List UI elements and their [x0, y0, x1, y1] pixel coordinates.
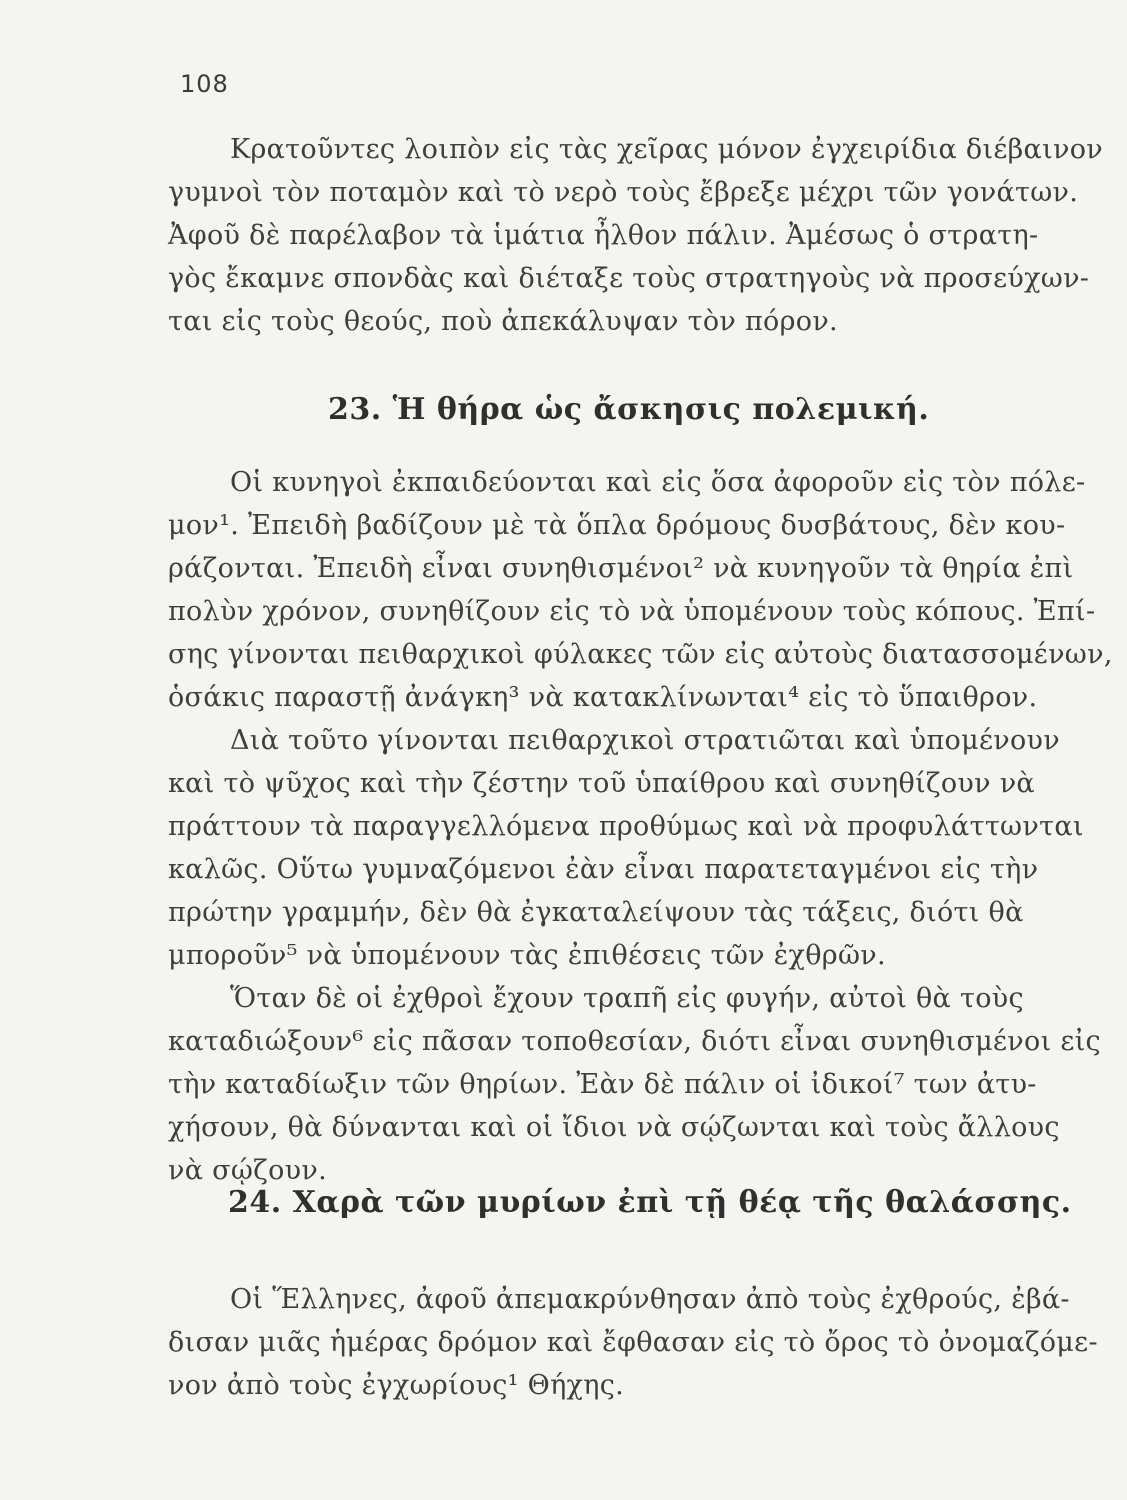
section-heading-24: 24. Χαρὰ τῶν μυρίων ἐπὶ τῇ θέᾳ τῆς θαλάσσης.	[228, 1185, 1072, 1220]
text-line: γὸς ἔκαμνε σπονδὰς καὶ διέταξε τοὺς στρατηγοὺς νὰ προσεύχων-	[168, 263, 1090, 294]
text-line: ράζονται. Ἐπειδὴ εἶναι συνηθισμένοι² νὰ κυνηγοῦν τὰ θηρία ἐπὶ	[168, 553, 1074, 584]
text-line: πρώτην γραμμήν, δὲν θὰ ἐγκαταλείψουν τὰς τάξεις, διότι θὰ	[168, 897, 1024, 928]
text-line: μποροῦν⁵ νὰ ὑπομένουν τὰς ἐπιθέσεις τῶν ἐχθρῶν.	[168, 940, 886, 971]
section-heading-23: 23. Ἡ θήρα ὡς ἄσκησις πολεμική.	[328, 392, 930, 427]
text-line: καταδιώξουν⁶ εἰς πᾶσαν τοποθεσίαν, διότι εἶναι συνηθισμένοι εἰς	[168, 1026, 1101, 1057]
text-line: πράττουν τὰ παραγγελλόμενα προθύμως καὶ νὰ προφυλάττωνται	[168, 811, 1084, 842]
page-number: 108	[180, 70, 229, 98]
text-line: καλῶς. Οὕτω γυμναζόμενοι ἐὰν εἶναι παρατεταγμένοι εἰς τὴν	[168, 854, 1039, 885]
text-line: Οἱ Ἕλληνες, ἀφοῦ ἀπεμακρύνθησαν ἀπὸ τοὺς ἐχθρούς, ἐβά-	[230, 1284, 1070, 1315]
text-line: ὁσάκις παραστῇ ἀνάγκη³ νὰ κατακλίνωνται⁴ εἰς τὸ ὕπαιθρον.	[168, 682, 1038, 713]
text-line: νον ἀπὸ τοὺς ἐγχωρίους¹ Θήχης.	[168, 1370, 625, 1401]
text-line: μον¹. Ἐπειδὴ βαδίζουν μὲ τὰ ὅπλα δρόμους δυσβάτους, δὲν κου-	[168, 510, 1066, 541]
text-line: Κρατοῦντες λοιπὸν εἰς τὰς χεῖρας μόνον ἐγχειρίδια διέβαινον	[230, 134, 1103, 165]
paragraph-crossing-river	[168, 128, 1103, 343]
text-line: νὰ σῴζουν.	[168, 1155, 327, 1186]
text-line: Διὰ τοῦτο γίνονται πειθαρχικοὶ στρατιῶται καὶ ὑπομένουν	[230, 725, 1060, 756]
text-line: τὴν καταδίωξιν τῶν θηρίων. Ἐὰν δὲ πάλιν οἱ ἰδικοί⁷ των ἀτυ-	[168, 1069, 1037, 1100]
paragraph-sea	[168, 1278, 1098, 1407]
text-line: ται εἰς τοὺς θεούς, ποὺ ἀπεκάλυψαν τὸν πόρον.	[168, 306, 838, 337]
text-line: δισαν μιᾶς ἡμέρας δρόμον καὶ ἔφθασαν εἰς τὸ ὄρος τὸ ὀνομαζόμε-	[168, 1327, 1098, 1358]
text-line: Ἀφοῦ δὲ παρέλαβον τὰ ἱμάτια ἦλθον πάλιν. Ἀμέσως ὁ στρατη-	[168, 220, 1039, 251]
text-line: καὶ τὸ ψῦχος καὶ τὴν ζέστην τοῦ ὑπαίθρου καὶ συνηθίζουν νὰ	[168, 768, 1035, 799]
text-line: γυμνοὶ τὸν ποταμὸν καὶ τὸ νερὸ τοὺς ἔβρεξε μέχρι τῶν γονάτων.	[168, 177, 1079, 208]
paragraph-hunting	[168, 461, 1113, 1192]
text-line: πολὺν χρόνον, συνηθίζουν εἰς τὸ νὰ ὑπομένουν τοὺς κόπους. Ἐπί-	[168, 596, 1096, 627]
text-line: Οἱ κυνηγοὶ ἐκπαιδεύονται καὶ εἰς ὅσα ἀφοροῦν εἰς τὸν πόλε-	[230, 467, 1086, 498]
text-line: σης γίνονται πειθαρχικοὶ φύλακες τῶν εἰς αὐτοὺς διατασσομένων,	[168, 639, 1113, 670]
text-line: χήσουν, θὰ δύνανται καὶ οἱ ἴδιοι νὰ σῴζωνται καὶ τοὺς ἄλλους	[168, 1112, 1060, 1143]
text-line: Ὅταν δὲ οἱ ἐχθροὶ ἔχουν τραπῆ εἰς φυγήν, αὐτοὶ θὰ τοὺς	[230, 983, 1024, 1014]
